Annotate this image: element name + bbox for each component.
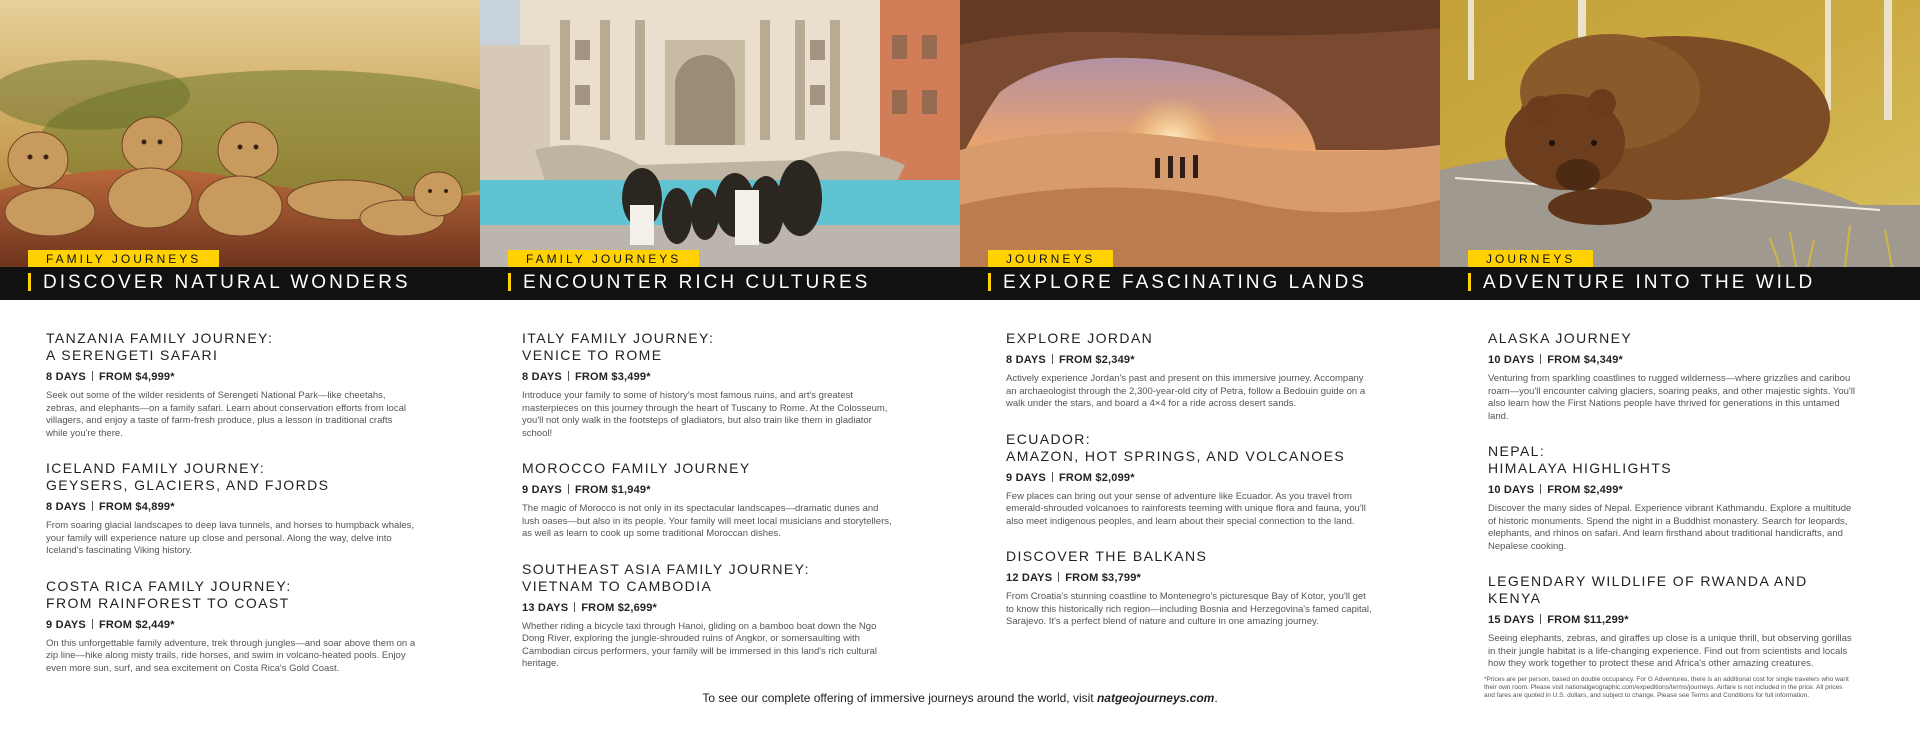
trip-days: 8 DAYS (1006, 354, 1046, 366)
trip-days: 10 DAYS (1488, 484, 1535, 496)
trip-meta (522, 601, 892, 615)
footer-url-link[interactable]: natgeojourneys.com (1096, 691, 1215, 705)
trip-days: 9 DAYS (1006, 471, 1046, 484)
trip-item (1488, 443, 1858, 553)
trip-item (46, 330, 416, 440)
trip-meta (1006, 353, 1376, 367)
trip-days: 10 DAYS (1488, 354, 1535, 366)
trip-description: Introduce your family to some of history's most famous ruins, and art's greatest masterpieces on this journey through the heart of Tuscany to Rome. At the Colosseum, you'll not only walk in the footsteps of gladiators, but also train like them in gladiator school! (522, 390, 888, 439)
trip-item (1006, 431, 1376, 529)
trip-price: FROM $11,299* (1547, 614, 1629, 626)
panel-natural-wonders (0, 0, 480, 300)
trip-price: FROM $3,799* (1065, 572, 1142, 584)
trip-meta (1488, 353, 1858, 367)
panel-into-the-wild (1440, 0, 1920, 300)
panel-headline: EXPLORE FASCINATING LANDS (988, 271, 1428, 295)
trip-title: TANZANIA FAMILY JOURNEY: A SERENGETI SAFARI (46, 330, 274, 363)
trip-title: ICELAND FAMILY JOURNEY: GEYSERS, GLACIERS, AND FJORDS (46, 460, 330, 493)
trip-description: Seek out some of the wilder residents of Serengeti National Park—like cheetahs, zebras, and elephants—on a family safari. Learn about conservation efforts from local villagers, and enjoy a taste of farm-fresh produce, plus a lesson in traditional crafts while you're there. (46, 390, 406, 439)
trip-item (522, 330, 892, 440)
trip-item (1488, 573, 1858, 671)
trip-title: LEGENDARY WILDLIFE OF RWANDA AND KENYA (1488, 573, 1808, 606)
meta-divider (92, 371, 93, 381)
journey-badge: JOURNEYS (1468, 250, 1593, 268)
grizzly-bear-photo (1440, 0, 1920, 267)
trip-price: FROM $4,349* (1547, 354, 1624, 366)
trip-description: Seeing elephants, zebras, and giraffes up close is a unique thrill, but observing gorillas in their jungle habitat is a life-changing experience. Find out from scientists and locals how they work together to protect these and Africa's other amazing creatures. (1488, 633, 1852, 669)
trip-title: NEPAL: HIMALAYA HIGHLIGHTS (1488, 443, 1673, 476)
trip-price: FROM $3,499* (574, 371, 651, 383)
trip-days: 8 DAYS (46, 371, 86, 383)
panel-headline: ENCOUNTER RICH CULTURES (508, 271, 948, 295)
trip-price: FROM $1,949* (574, 484, 651, 496)
trip-description: The magic of Morocco is not only in its spectacular landscapes—dramatic dunes and lush oases—but also in its people. Your family will meet local musicians and storytellers, as well as learn to cook up some traditional Moroccan dishes. (522, 503, 892, 539)
meta-divider (1540, 484, 1541, 494)
pricing-disclaimer: *Prices are per person, based on double occupancy. For G Adventures, there is an additional cost for single travelers who want their own room. Please visit nationalgeographic.com/expeditions/terms/journeys. Airfare is not included in the price. All prices and fares are quoted in U.S. dollars, and subject to change. Please see Terms and Conditions for full information. (1484, 676, 1849, 699)
column-into-the-wild (1488, 330, 1858, 691)
meta-divider (1540, 614, 1541, 624)
trip-price: FROM $2,699* (581, 601, 658, 614)
trip-description: Venturing from sparkling coastlines to rugged wilderness—where grizzlies and caribou roam—you'll encounter calving glaciers, soaring peaks, and other majestic sights. You'll also learn how the First Nations people have thrived for generations in this untamed land. (1488, 373, 1855, 422)
meta-divider (568, 371, 569, 381)
trip-meta (1488, 613, 1858, 627)
trip-days: 9 DAYS (46, 618, 86, 631)
trip-title: SOUTHEAST ASIA FAMILY JOURNEY: VIETNAM TO CAMBODIA (522, 560, 810, 594)
trip-item (1488, 330, 1858, 423)
trip-days: 9 DAYS (522, 484, 562, 496)
journey-badge: FAMILY JOURNEYS (508, 250, 699, 268)
trip-listings (0, 300, 1920, 729)
trip-description: Few places can bring out your sense of adventure like Ecuador. As you travel from emerald-shrouded volcanoes to rainforests teeming with unique flora and fauna, you'll also meet indigenous peoples, and learn about their special connection to the land. (1006, 490, 1366, 527)
panel-rich-cultures (480, 0, 960, 300)
trip-meta (522, 370, 892, 384)
meta-divider (1052, 354, 1053, 364)
footer-text: To see our complete offering of immersive journeys around the world, visit (702, 691, 1097, 705)
trip-title: DISCOVER THE BALKANS (1006, 548, 1208, 564)
meta-divider (92, 501, 93, 511)
panel-fascinating-lands (960, 0, 1440, 300)
trip-description: On this unforgettable family adventure, trek through jungles—and soar above them on a zip line—hike along misty trails, ride horses, and swim in volcano-heated pools. Enjoy even more sun, surf, and sea excitement on Costa Rica's Gold Coast. (46, 637, 416, 674)
trip-title: MOROCCO FAMILY JOURNEY (522, 460, 751, 476)
trip-meta (46, 500, 416, 514)
trip-days: 15 DAYS (1488, 614, 1535, 626)
hero-panels (0, 0, 1920, 300)
panel-headline: DISCOVER NATURAL WONDERS (28, 271, 468, 295)
trip-description: Whether riding a bicycle taxi through Hanoi, gliding on a bamboo boat down the Ngo Dong River, exploring the jungle-shrouded ruins of Angkor, or somersaulting with Cambodian circus performers, your family will be immersed in this land's rich cultural heritage. (522, 620, 878, 669)
trip-title: ECUADOR: AMAZON, HOT SPRINGS, AND VOLCANOES (1006, 430, 1346, 464)
footer-suffix: . (1214, 691, 1218, 705)
trip-days: 12 DAYS (1006, 572, 1053, 584)
trip-title: ALASKA JOURNEY (1488, 330, 1633, 346)
trip-description: Discover the many sides of Nepal. Experience vibrant Kathmandu. Explore a multitude of historic monuments. Spend the night in a Buddhist monastery. Search for leopards, elephants, and rhinos on safari. And learn firsthand about traditional handicrafts, and Nepalese cooking. (1488, 503, 1852, 552)
trip-meta (46, 370, 416, 384)
trip-title: COSTA RICA FAMILY JOURNEY: FROM RAINFOREST TO COAST (46, 577, 292, 611)
trip-meta (46, 618, 416, 632)
column-fascinating-lands (1006, 330, 1376, 649)
column-natural-wonders (46, 330, 416, 695)
trip-days: 8 DAYS (46, 501, 86, 513)
trip-description: Actively experience Jordan's past and present on this immersive journey. Accompany an archaeologist through the 2,300-year-old city of Petra, follow a Bedouin guide on a walk under the stars, and board a 4×4 for a ride across desert sands. (1006, 373, 1366, 409)
meta-divider (92, 619, 93, 629)
column-rich-cultures (522, 330, 892, 691)
trip-price: FROM $2,349* (1058, 354, 1135, 366)
trip-title: ITALY FAMILY JOURNEY: VENICE TO ROME (522, 330, 715, 363)
trip-item (522, 460, 892, 541)
trip-price: FROM $2,099* (1058, 471, 1135, 484)
trip-price: FROM $2,499* (1547, 484, 1624, 496)
meta-divider (1052, 472, 1053, 482)
trip-description: From Croatia's stunning coastline to Montenegro's picturesque Bay of Kotor, you'll get to know this historically rich region—including Bosnia and Herzegovina's famed capital, Sarajevo. It's a perfect blend of nature and culture in one amazing journey. (1006, 591, 1372, 627)
trevi-fountain-photo (480, 0, 960, 267)
lion-cubs-photo (0, 0, 480, 267)
meta-divider (1540, 354, 1541, 364)
journey-badge: FAMILY JOURNEYS (28, 250, 219, 268)
trip-price: FROM $2,449* (98, 618, 175, 631)
trip-title: EXPLORE JORDAN (1006, 330, 1154, 346)
meta-divider (568, 484, 569, 494)
journey-badge: JOURNEYS (988, 250, 1113, 268)
trip-item (1006, 330, 1376, 411)
meta-divider (1058, 572, 1059, 582)
trip-item (46, 460, 416, 558)
meta-divider (574, 602, 575, 612)
panel-headline: ADVENTURE INTO THE WILD (1468, 271, 1908, 295)
trip-days: 13 DAYS (522, 601, 569, 614)
desert-arch-photo (960, 0, 1440, 267)
trip-item (46, 578, 416, 676)
trip-days: 8 DAYS (522, 371, 562, 383)
trip-item (522, 561, 892, 671)
trip-meta (1006, 471, 1376, 485)
trip-meta (1488, 483, 1858, 497)
trip-meta (522, 483, 892, 497)
trip-meta (1006, 571, 1376, 585)
trip-price: FROM $4,899* (98, 501, 175, 513)
trip-item (1006, 548, 1376, 629)
trip-price: FROM $4,999* (98, 371, 175, 383)
trip-description: From soaring glacial landscapes to deep lava tunnels, and horses to humpback whales, your family will experience nature up close and personal. Along the way, delve into Iceland's fascinating Viking history. (46, 520, 415, 556)
